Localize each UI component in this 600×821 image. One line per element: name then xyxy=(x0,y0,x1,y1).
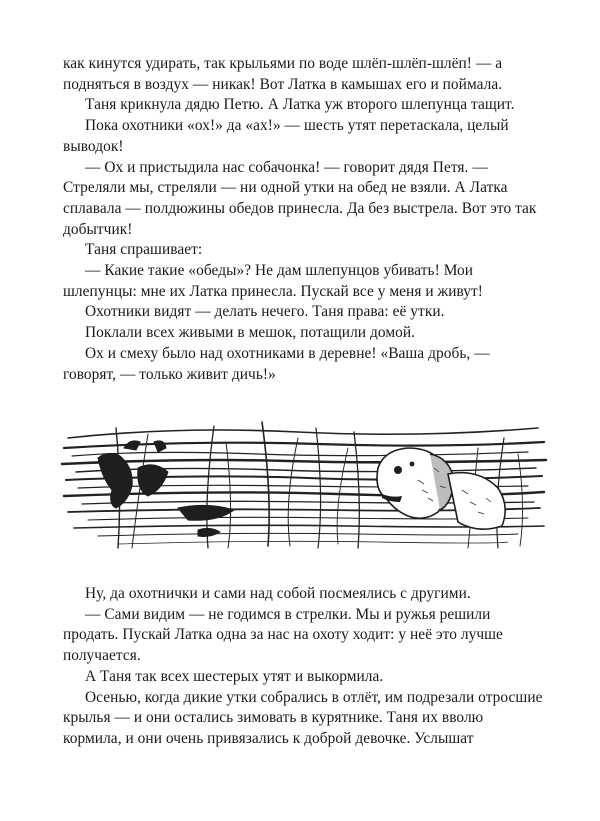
paragraph: — Ох и пристыдила нас собачонка! — говорит дядя Петя. — Стреляли мы, стреляли — ни одной утки на обед не взяли. А Латка сплавала — полдюжины обедов принесла. Да без выстрела. Вот это так добытчик! xyxy=(63,158,537,238)
illustration-dog-and-ducks-in-reeds xyxy=(58,398,548,568)
paragraph: Таня спрашивает: xyxy=(85,241,203,259)
paragraph: Пока охотники «ох!» да «ах!» — шесть утят перетаскала, целый выводок! xyxy=(63,117,509,155)
paragraph: как кинутся удирать, так крыльями по воде шлёп-шлёп-шлёп! — а подняться в воздух — никак! Вот Латка в камышах его и поймала. xyxy=(63,55,503,93)
text-block-top xyxy=(63,54,543,385)
paragraph: — Сами видим — не годимся в стрелки. Мы и ружья решили продать. Пускай Латка одна за нас на охоту ходит: у неё это лучше получается. xyxy=(63,605,503,665)
reeds-sketch xyxy=(58,398,548,568)
paragraph: А Таня так всех шестерых утят и выкормила. xyxy=(85,667,384,685)
paragraph: Ох и смеху было над охотниками в деревне! «Ваша дробь, — говорят, — только живит дичь!» xyxy=(63,344,490,383)
paragraph: Осенью, когда дикие утки собрались в отлёт, им подрезали отросшие крылья — и они остались зимовать в курятнике. Таня их вволю кормила, и они очень привязались к доброй девочке. Услышат xyxy=(63,688,543,747)
paragraph: — Какие такие «обеды»? Не дам шлепунцов убивать! Мои шлепунцы: мне их Латка принесла. Пускай все у меня и живут! xyxy=(63,262,483,300)
text-block-bottom xyxy=(63,584,543,750)
paragraph: Охотники видят — делать нечего. Таня права: её утки. xyxy=(85,303,445,321)
paragraph: Таня крикнула дядю Петю. А Латка уж второго шлепунца тащит. xyxy=(85,96,515,114)
paragraph: Поклали всех живыми в мешок, потащили домой. xyxy=(85,324,416,342)
paragraph: Ну, да охотнички и сами над собой посмеялись с другими. xyxy=(85,585,471,602)
